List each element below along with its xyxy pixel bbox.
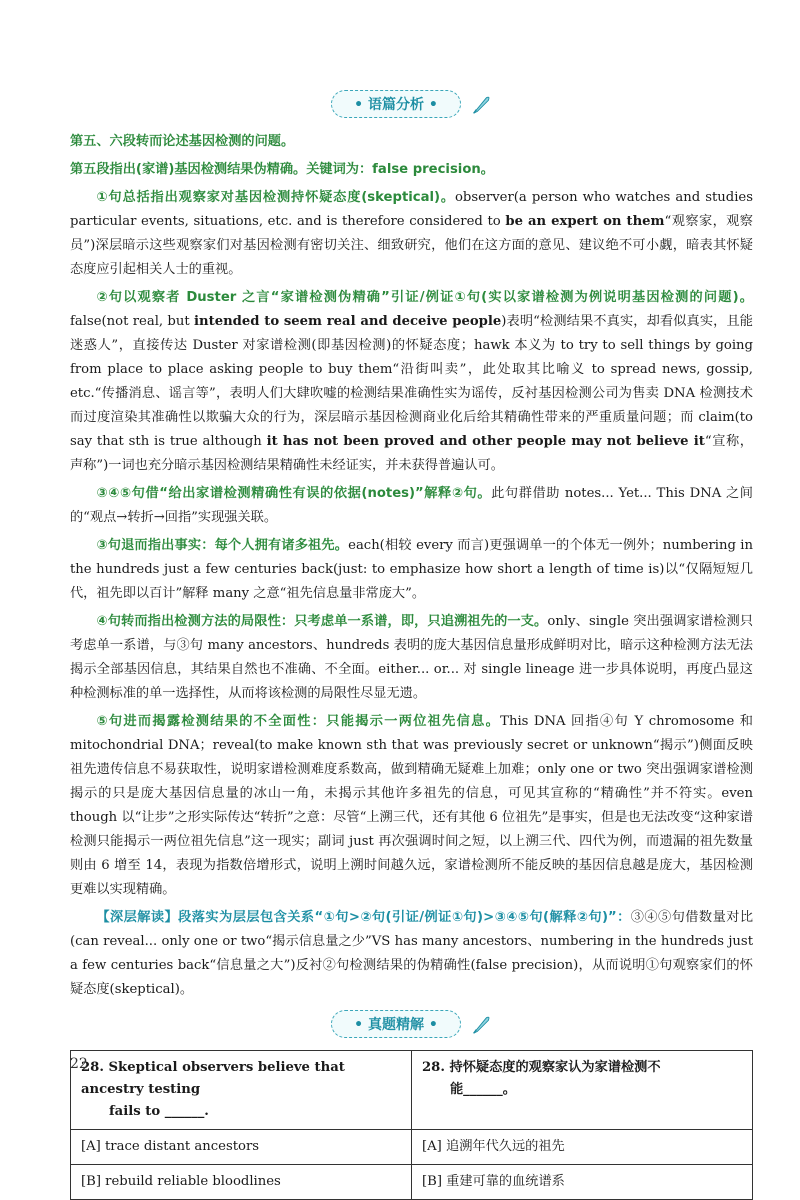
- paragraph-intro: 第五、六段转而论述基因检测的问题。: [70, 134, 295, 149]
- option-b-en: [B] rebuild reliable bloodlines: [71, 1165, 412, 1200]
- question-stem-en: 28. Skeptical observers believe that ancestry testing fails to ______.: [71, 1051, 412, 1130]
- paragraph-deep-reading: 【深层解读】段落实为层层包含关系“①句>②句(引证/例证①句)>③④⑤句(解释②句)”：③④⑤句借数量对比(can reveal... only one or two“揭示信息量之少”VS has many ancestors、numbering in the hundreds just a few centuries back“信息量之大”)反衬②句检测结果的伪精确性(false precision)，从而说明①句观察家们的怀疑态度(skeptical)。: [70, 910, 754, 997]
- section-title: 真题精解: [367, 1017, 424, 1033]
- paragraph-sentence-4: ④句转而指出检测方法的局限性：只考虑单一系谱，即，只追溯祖先的一支。only、single 突出强调家谱检测只考虑单一系谱，与③句 many ancestors、hundreds 表明的庞大基因信息量形成鲜明对比，暗示这种检测方法无法揭示全部基因信息，其结果自然也不准确、不全面。either... or... 对 single lineage 进一步具体说明，再度凸显这种检测标准的单一选择性，从而将该检测的局限性尽显无遗。: [70, 614, 754, 701]
- section-title-pill: • 语篇分析 •: [331, 90, 461, 118]
- paragraph-sentence-3: ③句退而指出事实：每个人拥有诸多祖先。each(相较 every 而言)更强调单一的个体无一例外；numbering in the hundreds just a few centuries back(just: to emphasize how short a length of time is)以“仅隔短短几代，祖先即以百计”解释 many 之意“祖先信息量非常庞大”。: [70, 538, 753, 601]
- page-number: 22: [70, 1056, 88, 1072]
- table-row: [71, 1130, 753, 1165]
- table-row: [71, 1051, 753, 1130]
- section-header-analysis: [70, 90, 753, 118]
- paragraph-sentence-1: ①句总括指出观察家对基因检测持怀疑态度(skeptical)。observer(a person who watches and studies particular events, situations, etc. and is therefore considered to be an expert on them“观察家，观察员”)深层暗示这些观察家们对基因检测有密切关注、细致研究，他们在这方面的意见、建议绝不可小觑，暗表其怀疑态度应引起相关人士的重视。: [70, 190, 753, 277]
- option-a-en: [A] trace distant ancestors: [71, 1130, 412, 1165]
- section-header-questions: [70, 1010, 753, 1038]
- question-table: [70, 1050, 753, 1200]
- quill-pen-icon: [470, 94, 492, 116]
- paragraph-keyword: 第五段指出(家谱)基因检测结果伪精确。关键词为：false precision。: [70, 162, 494, 177]
- section-title-pill: • 真题精解 •: [331, 1010, 461, 1038]
- quill-pen-icon: [470, 1014, 492, 1036]
- question-stem-zh: 28. 持怀疑态度的观察家认为家谱检测不 能______。: [412, 1051, 753, 1130]
- paragraph-sentence-345: ③④⑤句借“给出家谱检测精确性有误的依据(notes)”解释②句。此句群借助 notes... Yet... This DNA 之间的“观点→转折→回指”实现强关联。: [70, 486, 753, 525]
- section-title: 语篇分析: [367, 97, 424, 113]
- paragraph-sentence-2: ②句以观察者 Duster 之言“家谱检测伪精确”引证/例证①句(实以家谱检测为例说明基因检测的问题)。false(not real, but intended to seem real and deceive people)表明“检测结果不真实，却看似真实，且能迷惑人”，直接传达 Duster 对家谱检测(即基因检测)的怀疑态度；hawk 本义为 to try to sell things by going from place to place asking people to buy them“沿街叫卖”，此处取其比喻义 to spread news, gossip, etc.“传播消息、谣言等”，表明人们大肆吹嘘的检测结果准确性实为谣传，反衬基因检测公司为售卖 DNA 检测技术而过度渲染其准确性以欺骗大众的行为，深层暗示基因检测商业化后给其精确性带来的严重质量问题；而 claim(to say that sth is true although it has not been proved and other people may not believe it“宣称，声称”)一词也充分暗示基因检测结果精确性未经证实，并未获得普遍认可。: [70, 290, 753, 473]
- option-b-zh: [B] 重建可靠的血统谱系: [412, 1165, 753, 1200]
- paragraph-sentence-5: ⑤句进而揭露检测结果的不全面性：只能揭示一两位祖先信息。This DNA 回指④句 Y chromosome 和 mitochondrial DNA；reveal(to make known sth that was previously secret or unknown“揭示”)侧面反映祖先遗传信息不易获取性，说明家谱检测难度系数高，做到精确无疑难上加难；only one or two 突出强调家谱检测揭示的只是庞大基因信息量的冰山一角，未揭示其他许多祖先的信息，可见其宣称的“精确性”并不符实。even though 以“让步”之形实际传达“转折”之意：尽管“上溯三代，还有其他 6 位祖先”是事实，但是也无法改变“这种家谱检测只能揭示一两位祖先信息”这一现实；副词 just 再次强调时间之短，以上溯三代、四代为例，而遗漏的祖先数量则由 6 增至 14，表现为指数倍增形式，说明上溯时间越久远，家谱检测所不能反映的基因信息越是庞大，基因检测更难以实现精确。: [70, 714, 753, 897]
- page-content: [70, 90, 753, 1200]
- option-a-zh: [A] 追溯年代久远的祖先: [412, 1130, 753, 1165]
- table-row: [71, 1165, 753, 1200]
